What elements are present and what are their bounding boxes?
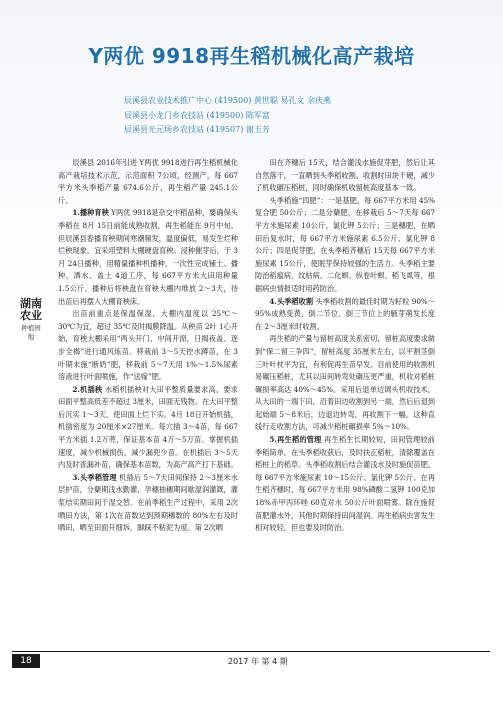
section-name: 种植园地: [21, 324, 41, 341]
left-column: [58, 157, 238, 535]
paragraph-text: 机插后 5～7天田间保持 2～3厘米水层护苗，分蘖期浅水勤灌，孕穗抽穗期间歇湿润灌溉，灌浆结实期田间干湿交替。在前季稻生产过程中，采用 2次晒田方法，第 1次在苗数达到预期穗数的 80%左右及时晒田，晒至田面开细坼，脚踩不粘泥为度。第 2次晒: [58, 472, 238, 533]
journal-logo: 湖南农业: [20, 297, 42, 322]
paragraph-text: 头季稻施“四肥”：一是基肥，每 667平方米用 45%复合肥 50公斤；二是分蘖肥，在移栽后 5～7天每 667平方米施尿素 10公斤、氯化钾 5公斤；三是穗肥，在晒田后复水时，每 667平方米施尿素 6.5公斤、氯化钾 8公斤；四是促芽肥，在头季稻齐穗后 15天每 667平方米施尿素 15公斤，使眠芽保持较强的生活力。头季稻主要防治稻瘟病、纹枯病、二化螟、纵卷叶螟、稻飞虱等，根据病虫情报适时用药防治。: [255, 195, 435, 293]
body-paragraph: [255, 157, 435, 195]
side-section-tab: [20, 298, 42, 342]
paragraph-text: 再生稻生长期较短，田间管理较前季稻简单。在头季稻收获后，及时扶正稻桩，清除覆盖在稻桩上的稻草。头季稻收割后结合灌浅水及时施促苗肥，每 667平方米施尿素 10～15公斤、氯化钾 5公斤。在再生稻齐穗时，每 667平方米用 98%磷酸二氢钾 100克加 18%赤甲丙环唑 60克对水 50公斤叶面喷雾。除在施促苗肥灌水外，其他时期保持田间湿润。再生稻病虫害发生相对较轻，但也要及时防治。: [255, 435, 436, 533]
body-paragraph: [58, 308, 238, 384]
issue-label: 2017 年 第 4 期: [228, 657, 288, 666]
section-heading: 1.播种育秧: [72, 208, 109, 218]
body-paragraph: [58, 207, 238, 308]
body-paragraph: [255, 195, 435, 296]
paragraph-text: 田在齐穗后 15天，结合灌浅水施促芽肥，然后让其自然落干，一直晒到头季稻收割。收割时田块干硬，减少了机收碾压稻桩，同时确保机收留桩高度基本一致。: [255, 158, 435, 193]
body-paragraph: [58, 384, 238, 472]
right-column: [255, 157, 435, 535]
paragraph-text: 辰溪县 2016年引进 Y两优 9918进行再生稻机械化高产栽培技术示范，示范面积 7公顷，经测产，每 667平方米头季稻产量 674.6公斤、再生稻产量 245.1公斤。: [58, 158, 238, 205]
footer-divider: [12, 651, 490, 652]
section-heading: 2.机插秧: [72, 384, 103, 394]
author-block: [124, 94, 464, 138]
body-paragraph: [255, 333, 435, 434]
paragraph-text: 水稻机插秧对大田平整质量要求高，要求田面平整高低差不超过 3厘米，田面无残物。在大田平整后沉实 1～3天，使田面上烂下实。4月 18日开始机插，机插密度为 20厘米×27厘米。每穴插 3～4苗，每 667平方米插 1.2万蔸，保证基本苗 4万～5万苗。掌握机插速度，减少机械损伤，减少漏兜少苗。在机插后 3～5天内及时查漏补苗，确保基本苗数，为高产高产打下基础。: [58, 384, 238, 470]
body-paragraph: [255, 434, 435, 535]
body-paragraph: [58, 472, 238, 535]
article-title: Y两优 9918再生稻机械化高产栽培: [88, 44, 415, 68]
section-heading: 5.再生稻的管理: [269, 435, 322, 445]
author-line: 辰溪县光元场乡农技站 (419507) 谢玉芳: [124, 125, 270, 134]
section-heading: 4.头季稻收割: [269, 296, 314, 306]
paragraph-text: 出苗前重点是保温保湿，大棚内温度以 25℃～30℃为宜，超过 35℃及时揭膜降温。从秧苗 2叶 1心开始，育秧大棚采用“两头开门、中间开窗，日揭夜盖、逐步全揭”进行通风炼苗。移栽前 3～5天控水蹲苗，在 3叶期末施“断奶”肥，移栽前 5～7天用 1%～1.5%尿素溶液进行叶面喷施，作“送嫁”肥。: [58, 309, 238, 382]
body-paragraph: [255, 296, 435, 334]
page-number: 18: [12, 654, 40, 668]
paragraph-text: Y两优 9918是杂交中稻品种，要确保头季稻在 8月 15日前能成熟收割，再生稻能在 9月中旬。但辰溪县春播育秧期间寒潮频发，温度偏低，易发生烂种烂秧现象，宜采用塑料大棚硬盘育秧。浸种催芽后，于 3月 24日播种，用精量播种机播种，一次性完成铺土、播种、洒水、盖土 4道工序，每 667平方米大田用种量 1.5公斤。播种后将秧盘在育秧大棚内堆放 2～3天，待出苗后再摆入大棚育秧床。: [58, 208, 238, 306]
author-line: 辰溪县小龙门乡农技站 (419500) 陈军富: [124, 110, 270, 120]
author-line: 辰溪县农业技术推广中心 (419500) 黄世聪 易孔文 余庆燕: [124, 96, 331, 105]
paragraph-text: 再生稻的产量与留桩高度关系密切，留桩高度要求做到“保二留三争四”，留桩高度 35厘米左右，以平割茎倒三叶叶枕平为宜，有利促再生苗早发。目前使用的收割机易碾压稻桩，尤其以田间转弯处碾压更严重，机收对稻桩碾损率高达 40%～45%。采用后退单边调头机收技术，从大田的一端下田，沿着田边收割到另一端，然后后退到起始端 5～8米后，边退边转弯，再收割下一幅。这种直线行走收割方法，可减少稻桩碾损率 5%～10%。: [255, 334, 435, 432]
section-heading: 3.头季稻管理: [72, 472, 117, 482]
body-paragraph: [58, 157, 238, 207]
paragraph-text: 头季稻收割的最佳时期为籽粒 90%～95%成熟变黄，倒二节位、倒三节位上的腋芽萌发长度在 2～3厘米时收割。: [255, 296, 435, 331]
